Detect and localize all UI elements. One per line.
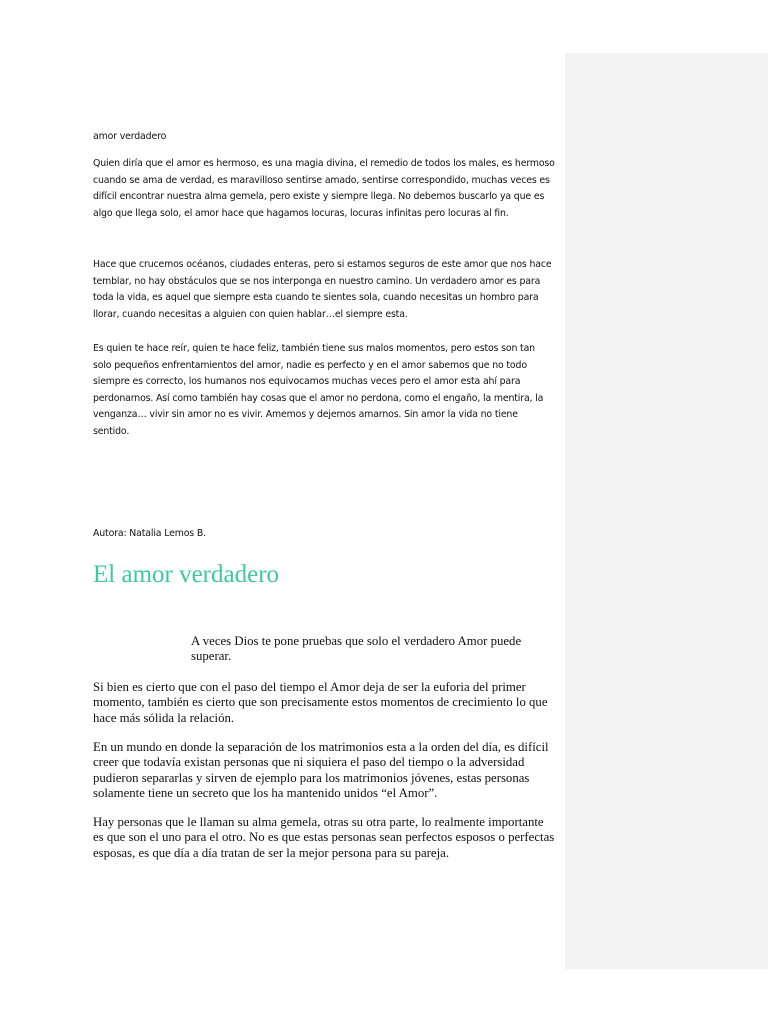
serif-paragraph-1-wrap (93, 634, 555, 665)
serif-paragraph-2-wrap (93, 680, 555, 726)
paragraph-3-wrap (93, 341, 555, 441)
serif-paragraph-3: En un mundo en donde la separación de los matrimonios esta a la orden del día, es difícil creer que todavía existan personas que ni siquiera el paso del tiempo o la adversidad pudieron separarlas y sirven de ejemplo para los matrimonios jóvenes, estas personas solamente tiene un secreto que los ha mantenido unidos “el Amor”. (93, 740, 549, 801)
serif-paragraph-4: Hay personas que le llaman su alma gemela, otras su otra parte, lo realmente importante es que son el uno para el otro. No es que estas personas sean perfectos esposos o perfectas esposas, es que día a día tratan de ser la mejor persona para su pareja. (93, 815, 555, 860)
serif-paragraph-3-wrap (93, 740, 555, 802)
paragraph-3: Es quien te hace reír, quien te hace feliz, también tiene sus malos momentos, pero estos son tan solo pequeños enfrentamientos del amor, nadie es perfecto y en el amor sabemos que no todo siempre es correcto, los humanos nos equivocamos muchas veces pero el amor esta ahí para perdonarnos. Así como también hay cosas que el amor no perdona, como el engaño, la mentira, la venganza… vivir sin amor no es vivir. Amemos y dejemos amarnos. Sin amor la vida no tiene sentido. (93, 343, 544, 437)
comment-pane (565, 53, 768, 969)
author-line: Autora: Natalia Lemos B. (93, 528, 206, 539)
paragraph-1-wrap (93, 156, 555, 222)
paragraph-1: Quien diría que el amor es hermoso, es una magia divina, el remedio de todos los males, es hermoso cuando se ama de verdad, es maravilloso sentirse amado, sentirse correspondido, muchas veces es difícil encontrar nuestra alma gemela, pero existe y siempre llega. No debemos buscarlo ya que es algo que llega solo, el amor hace que hagamos locuras, locuras infinitas pero locuras al fin. (93, 158, 555, 219)
main-title: El amor verdadero (93, 561, 280, 588)
serif-paragraph-1: A veces Dios te pone pruebas que solo el verdadero Amor puede superar. (191, 634, 522, 664)
small-title: amor verdadero (93, 131, 167, 142)
paragraph-2: Hace que crucemos océanos, ciudades enteras, pero si estamos seguros de este amor que nos hace temblar, no hay obstáculos que se nos interponga en nuestro camino. Un verdadero amor es para toda la vida, es aquel que siempre esta cuando te sientes sola, cuando necesitas un hombro para llorar, cuando necesitas a alguien con quien hablar…el siempre esta. (93, 259, 552, 320)
serif-paragraph-2: Si bien es cierto que con el paso del tiempo el Amor deja de ser la euforia del primer momento, también es cierto que son precisamente estos momentos de crecimiento lo que hace más sólida la relación. (93, 680, 548, 725)
serif-paragraph-4-wrap (93, 815, 555, 861)
paragraph-2-wrap (93, 257, 555, 323)
